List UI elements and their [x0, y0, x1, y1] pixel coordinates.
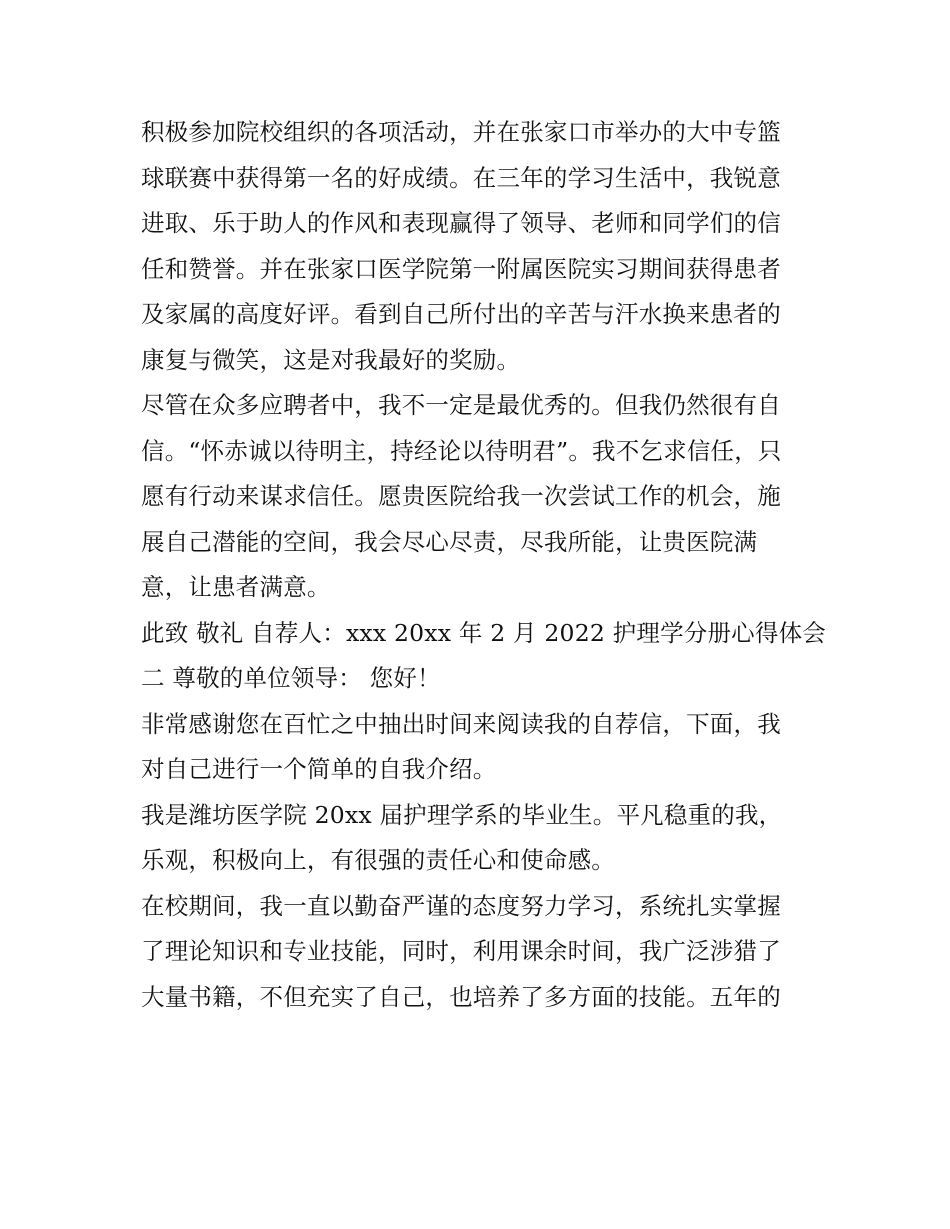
text-line: 及家属的高度好评。看到自己所付出的辛苦与汗水换来患者的 — [141, 300, 781, 328]
document-body — [141, 110, 826, 1020]
paragraph-introduction — [141, 793, 813, 884]
paragraph-thanks — [141, 702, 813, 793]
text-line: 在校期间，我一直以勤奋严谨的态度努力学习，系统扎实掌握 — [141, 891, 781, 920]
text-line: 了理论知识和专业技能，同时，利用课余时间，我广泛涉猎了 — [141, 937, 781, 965]
text-line: 球联赛中获得第一名的好成绩。在三年的学习生活中，我锐意 — [141, 163, 781, 192]
text-line: 此致 敬礼 自荐人：xxx 20xx 年 2 月 2022 护理学分册心得体会 — [141, 618, 826, 647]
text-line: 康复与微笑，这是对我最好的奖励。 — [141, 345, 521, 374]
text-line: 大量书籍，不但充实了自己，也培养了多方面的技能。五年的 — [141, 982, 781, 1011]
paragraph-confidence — [141, 383, 813, 611]
paragraph-activities — [141, 110, 813, 383]
text-line: 愿有行动来谋求信任。愿贵医院给我一次尝试工作的机会，施 — [141, 482, 781, 510]
paragraph-closing-and-salutation — [141, 611, 826, 702]
text-line: 二 尊敬的单位领导： 您好！ — [141, 664, 441, 692]
text-line: 进取、乐于助人的作风和表现赢得了领导、老师和同学们的信 — [141, 209, 781, 237]
text-line: 我是潍坊医学院 20xx 届护理学系的毕业生。平凡稳重的我， — [141, 800, 783, 829]
text-line: 非常感谢您在百忙之中抽出时间来阅读我的自荐信，下面，我 — [141, 709, 781, 738]
text-line: 乐观，积极向上，有很强的责任心和使命感。 — [141, 846, 615, 874]
text-line: 对自己进行一个简单的自我介绍。 — [141, 755, 497, 783]
text-line: 展自己潜能的空间，我会尽心尽责，尽我所能，让贵医院满 — [141, 527, 758, 556]
text-line: 积极参加院校组织的各项活动，并在张家口市举办的大中专篮 — [141, 118, 781, 146]
text-line: 信。“怀赤诚以待明主，持经论以待明君”。我不乞求信任，只 — [141, 436, 782, 465]
text-line: 任和赞誉。并在张家口医学院第一附属医院实习期间获得患者 — [141, 254, 781, 283]
text-line: 意，让患者满意。 — [141, 573, 331, 601]
text-line: 尽管在众多应聘者中，我不一定是最优秀的。但我仍然很有自 — [141, 391, 781, 419]
paragraph-study — [141, 884, 813, 1021]
